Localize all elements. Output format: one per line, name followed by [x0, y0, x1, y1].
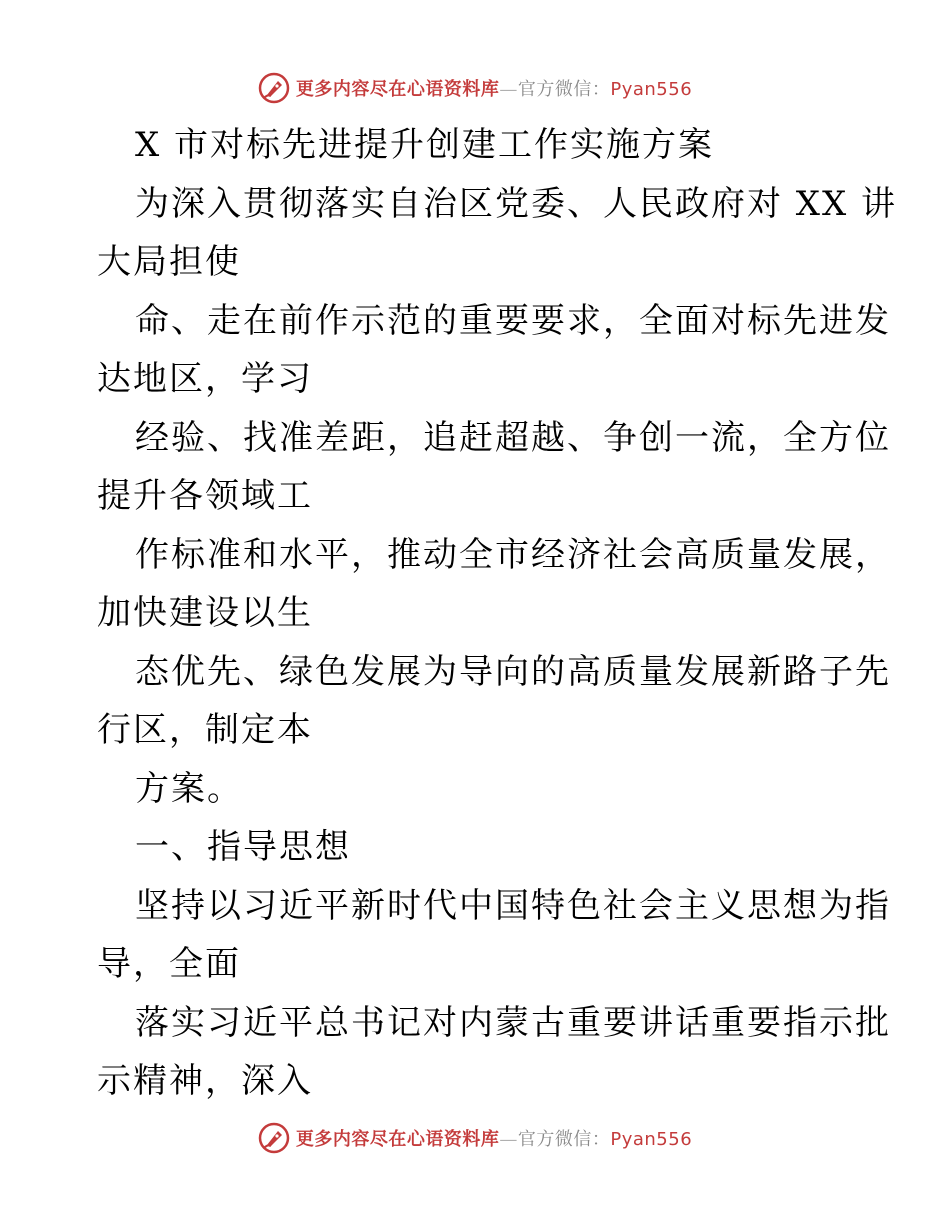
watermark-main-text: 更多内容尽在心语资料库 — [295, 1129, 500, 1150]
text-line: 作标准和水平，推动全市经济社会高质量发展， — [135, 534, 891, 575]
watermark-account: Pyan556 — [610, 1129, 693, 1150]
text-line: 达地区，学习 — [97, 359, 313, 399]
text-line: 加快建设以生 — [97, 593, 313, 633]
footer-watermark — [0, 1122, 950, 1154]
text-line: 为深入贯彻落实自治区党委、人民政府对 XX 讲 — [135, 183, 898, 224]
text-line: 方案。 — [135, 768, 243, 809]
text-line: 行区，制定本 — [97, 710, 313, 750]
text-line: X 市对标先进提升创建工作实施方案 — [135, 125, 715, 165]
pen-nib-icon — [258, 1122, 290, 1154]
text-line: 坚持以习近平新时代中国特色社会主义思想为指 — [135, 885, 891, 926]
watermark-official-label: 官方微信： — [517, 1129, 611, 1150]
watermark-account: Pyan556 — [610, 79, 693, 100]
text-line: 一、指导思想 — [135, 827, 351, 867]
text-line: 大局担使 — [97, 242, 241, 282]
header-watermark — [0, 72, 950, 104]
watermark-dash: — — [499, 79, 518, 100]
watermark-text — [296, 1125, 692, 1151]
text-line: 经验、找准差距，追赶超越、争创一流，全方位 — [135, 417, 891, 458]
text-line: 命、走在前作示范的重要要求，全面对标先进发 — [135, 300, 891, 341]
watermark-official-label: 官方微信： — [517, 79, 611, 100]
text-line: 示精神，深入 — [97, 1061, 313, 1101]
document-body — [97, 116, 898, 1111]
watermark-dash: — — [499, 1129, 518, 1150]
text-line: 态优先、绿色发展为导向的高质量发展新路子先 — [135, 651, 891, 692]
text-line: 导，全面 — [97, 944, 241, 984]
watermark-text — [296, 75, 692, 101]
text-line: 提升各领域工 — [97, 476, 313, 516]
pen-nib-icon — [258, 72, 290, 104]
text-line: 落实习近平总书记对内蒙古重要讲话重要指示批 — [135, 1002, 891, 1043]
watermark-main-text: 更多内容尽在心语资料库 — [295, 79, 500, 100]
